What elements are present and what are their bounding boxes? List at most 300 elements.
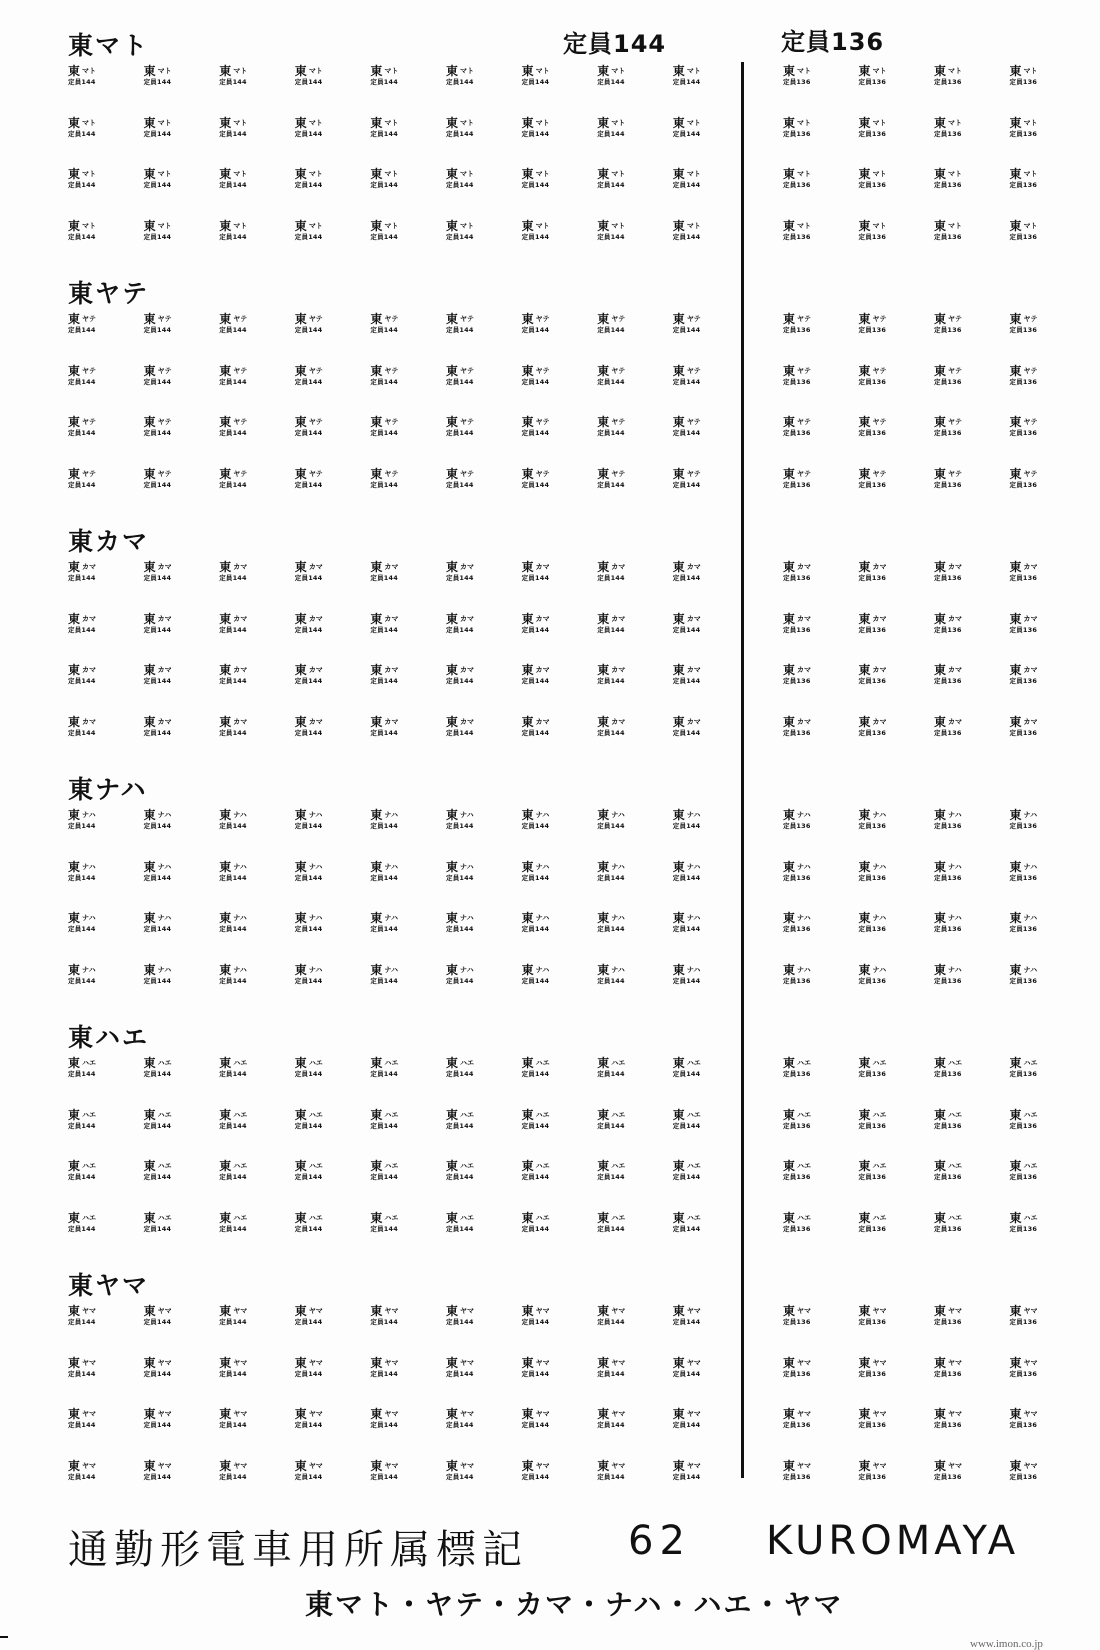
decal-capacity: 定員144 [219,377,247,386]
decal-depot-kana: マト [82,170,97,178]
decal-mark [446,415,504,439]
decal-depot-kana: マト [535,170,550,178]
decal-mark [934,64,992,88]
decal-mark [1010,116,1068,140]
decal-depot-kanji: 東 [672,167,685,181]
decal-depot-kana: ナハ [308,965,323,974]
decal-capacity: 定員144 [68,1070,96,1078]
decal-mark [859,219,917,243]
decal-capacity: 定員136 [1009,377,1038,386]
decal-mark [370,963,428,987]
decal-capacity: 定員136 [783,1369,811,1378]
decal-depot-kanji: 東 [143,466,156,481]
decal-mark [295,715,353,739]
decal-capacity: 定員136 [1009,232,1038,241]
decal-depot-kana: ハエ [233,1110,248,1119]
decal-depot-kanji: 東 [597,962,610,977]
decal-capacity: 定員136 [1009,873,1038,882]
decal-depot-kanji: 東 [672,560,685,574]
decal-depot-kana: カマ [797,717,812,726]
decal-capacity: 定員144 [521,377,550,386]
decal-depot-kanji: 東 [1009,962,1022,977]
decal-depot-kana: ヤテ [157,469,172,478]
decal-capacity: 定員144 [294,822,323,830]
decal-depot-kanji: 東 [672,1355,685,1370]
decal-mark [68,1056,126,1080]
decal-depot-kanji: 東 [521,611,534,626]
decal-depot-kanji: 東 [672,1407,685,1421]
decal-depot-kanji: 東 [294,167,307,181]
decal-depot-kana: マト [611,118,626,127]
decal-mark [446,560,504,584]
decal-depot-kana: ヤテ [308,315,323,323]
decal-mark [1010,1304,1068,1328]
decal-depot-kanji: 東 [858,911,871,925]
group-title: 東カマ [68,527,150,556]
decal-capacity: 定員144 [521,1421,550,1429]
decal-capacity: 定員144 [294,1070,323,1078]
decal-depot-kana: ヤマ [535,1307,550,1315]
decal-mark [68,116,126,140]
decal-capacity: 定員144 [597,677,625,685]
decal-depot-kanji: 東 [294,466,307,481]
decal-depot-kana: ハエ [872,1213,887,1222]
decal-mark [859,167,917,191]
decal-capacity: 定員144 [672,232,701,241]
decal-mark [522,612,580,636]
decal-depot-kanji: 東 [68,1458,81,1473]
decal-depot-kanji: 東 [143,859,156,874]
decal-capacity: 定員144 [672,1173,701,1181]
decal-mark [522,663,580,687]
decal-depot-kana: ハエ [384,1213,399,1222]
decal-depot-kana: マト [686,170,701,178]
decal-mark [370,312,428,336]
decal-mark [68,963,126,987]
decal-mark [783,1159,841,1183]
decal-mark [934,1159,992,1183]
decal-mark [1010,663,1068,687]
decal-depot-kana: ハエ [308,1162,323,1170]
decal-depot-kanji: 東 [219,808,232,822]
decal-depot-kana: ヤマ [1023,1358,1038,1367]
decal-depot-kanji: 東 [68,167,81,181]
decal-mark [783,663,841,687]
decal-capacity: 定員144 [68,574,96,582]
decal-depot-kanji: 東 [934,167,947,181]
decal-capacity: 定員144 [672,1318,701,1326]
decal-capacity: 定員144 [446,232,474,241]
decal-depot-kana: ヤマ [611,1307,626,1315]
decal-mark [1010,911,1068,935]
decal-capacity: 定員144 [521,728,550,737]
decal-depot-kanji: 東 [1009,167,1022,181]
decal-mark [673,219,731,243]
decal-depot-kanji: 東 [783,560,796,574]
decal-depot-kanji: 東 [597,1458,610,1473]
decal-depot-kanji: 東 [858,415,871,429]
decal-depot-kanji: 東 [858,363,871,378]
decal-depot-kanji: 東 [1009,1458,1022,1473]
decal-capacity: 定員144 [672,1121,701,1130]
decal-capacity: 定員136 [783,728,811,737]
decal-depot-kanji: 東 [370,466,383,481]
decal-mark [144,467,202,491]
decal-capacity: 定員144 [446,976,474,985]
decal-depot-kanji: 東 [68,1355,81,1370]
decal-capacity: 定員144 [219,129,247,138]
decal-depot-kanji: 東 [143,611,156,626]
decal-depot-kanji: 東 [68,1159,81,1173]
decal-mark [68,64,126,88]
decal-mark [783,64,841,88]
decal-depot-kanji: 東 [1009,312,1022,326]
decal-depot-kanji: 東 [446,466,459,481]
decal-mark [597,612,655,636]
decal-capacity: 定員136 [783,822,811,830]
decal-depot-kana: マト [157,118,172,127]
decal-depot-kana: ヤテ [611,469,626,478]
decal-mark [859,1356,917,1380]
decal-depot-kanji: 東 [219,115,232,130]
decal-capacity: 定員144 [370,78,398,86]
decal-depot-kanji: 東 [446,415,459,429]
decal-mark [597,219,655,243]
decal-capacity: 定員136 [934,1369,962,1378]
decal-mark [597,860,655,884]
decal-depot-kanji: 東 [521,1407,534,1421]
group-title: 東ハエ [68,1023,150,1052]
decal-depot-kana: ナハ [233,965,247,974]
decal-capacity: 定員144 [672,1224,701,1233]
decal-depot-kana: ヤマ [686,1307,701,1315]
decal-mark [934,860,992,884]
decal-capacity: 定員136 [1009,181,1038,189]
decal-depot-kanji: 東 [783,1056,796,1070]
decal-depot-kanji: 東 [934,64,947,78]
decal-mark [68,715,126,739]
decal-capacity: 定員136 [783,873,811,882]
decal-depot-kanji: 東 [370,363,383,378]
decal-depot-kanji: 東 [446,663,459,677]
decal-capacity: 定員144 [143,873,172,882]
decal-depot-kanji: 東 [143,115,156,130]
decal-capacity: 定員144 [672,677,701,685]
decal-mark [859,663,917,687]
decal-capacity: 定員144 [521,232,550,241]
decal-depot-kanji: 東 [219,1458,232,1473]
decal-depot-kanji: 東 [521,911,534,925]
decal-capacity: 定員144 [294,232,323,241]
decal-depot-kana: ハエ [308,1059,323,1067]
decal-capacity: 定員144 [294,429,323,437]
decal-mark [673,1356,731,1380]
decal-depot-kana: ヤマ [611,1461,626,1470]
decal-depot-kanji: 東 [672,115,685,130]
decal-depot-kana: ハエ [157,1162,172,1170]
decal-depot-kanji: 東 [521,1355,534,1370]
decal-depot-kanji: 東 [68,312,81,326]
decal-mark [295,860,353,884]
decal-depot-kanji: 東 [597,1355,610,1370]
decal-capacity: 定員144 [597,377,625,386]
decal-depot-kanji: 東 [934,312,947,326]
decal-mark [597,808,655,832]
decal-capacity: 定員144 [143,677,172,685]
decal-depot-kana: ナハ [872,965,887,974]
decal-capacity: 定員144 [370,1173,398,1181]
decal-capacity: 定員144 [143,429,172,437]
decal-depot-kana: カマ [384,717,399,726]
sheet-number: 62 [628,1518,691,1564]
decal-mark [370,911,428,935]
decal-capacity: 定員144 [446,429,474,437]
decal-mark [934,364,992,388]
decal-depot-kanji: 東 [219,714,232,729]
decal-mark [597,364,655,388]
decal-mark [673,1407,731,1431]
decal-depot-kana: マト [686,118,701,127]
decal-capacity: 定員144 [143,1369,172,1378]
decal-depot-kana: ハエ [460,1110,475,1119]
decal-capacity: 定員144 [219,1369,247,1378]
decal-depot-kanji: 東 [934,962,947,977]
decal-depot-kana: ナハ [872,914,887,922]
decal-mark [783,1356,841,1380]
decal-depot-kana: ヤテ [948,366,963,375]
decal-depot-kanji: 東 [783,1355,796,1370]
decal-mark [934,612,992,636]
group-title: 東ヤテ [68,279,150,308]
decal-depot-kanji: 東 [68,64,81,78]
decal-capacity: 定員144 [370,1318,398,1326]
decal-capacity: 定員144 [219,873,247,882]
decal-mark [783,860,841,884]
decal-depot-kanji: 東 [858,1056,871,1070]
decal-capacity: 定員144 [446,1173,474,1181]
decal-capacity: 定員136 [934,1070,962,1078]
decal-capacity: 定員144 [370,1421,398,1429]
decal-depot-kanji: 東 [597,312,610,326]
decal-depot-kana: ヤテ [535,469,550,478]
decal-mark [859,364,917,388]
decal-depot-kana: ナハ [233,862,247,871]
decal-capacity: 定員144 [370,1369,398,1378]
decal-mark [934,1356,992,1380]
decal-mark [144,116,202,140]
decal-mark [597,64,655,88]
decal-mark [144,219,202,243]
decal-depot-kana: カマ [948,717,963,726]
decal-capacity: 定員144 [672,822,701,830]
decal-depot-kanji: 東 [446,218,459,233]
decal-depot-kana: ヤマ [872,1307,887,1315]
decal-depot-kana: マト [233,221,248,230]
decal-depot-kanji: 東 [1009,1407,1022,1421]
decal-capacity: 定員144 [521,181,550,189]
decal-depot-kana: マト [797,118,812,127]
decal-capacity: 定員136 [934,326,962,334]
decal-depot-kana: ナハ [384,862,398,871]
decal-mark [597,1108,655,1132]
decal-mark [68,560,126,584]
decal-capacity: 定員144 [68,1121,96,1130]
decal-depot-kana: ナハ [535,914,550,922]
decal-depot-kanji: 東 [1009,466,1022,481]
decal-mark [144,715,202,739]
decal-depot-kana: ヤマ [82,1307,97,1315]
decal-depot-kana: ヤマ [233,1307,248,1315]
decal-mark [783,1459,841,1483]
decal-depot-kana: ナハ [308,862,323,871]
decal-depot-kanji: 東 [68,1210,81,1225]
decal-mark [370,467,428,491]
decal-capacity: 定員136 [858,976,887,985]
decal-depot-kanji: 東 [858,663,871,677]
decal-capacity: 定員136 [934,377,962,386]
decal-depot-kanji: 東 [672,1458,685,1473]
decal-depot-kanji: 東 [783,911,796,925]
decal-capacity: 定員144 [597,1472,625,1481]
decal-depot-kanji: 東 [521,218,534,233]
decal-depot-kana: ヤテ [460,366,475,375]
decal-mark [219,1211,277,1235]
decal-mark [522,1304,580,1328]
decal-depot-kana: ヤマ [872,1358,887,1367]
decal-depot-kanji: 東 [446,1159,459,1173]
decal-depot-kanji: 東 [143,1159,156,1173]
decal-depot-kanji: 東 [858,1407,871,1421]
decal-depot-kana: ヤテ [308,469,323,478]
decal-depot-kana: ナハ [948,965,962,974]
decal-capacity: 定員144 [521,1224,550,1233]
decal-depot-kanji: 東 [858,1210,871,1225]
decal-capacity: 定員144 [294,1173,323,1181]
decal-depot-kanji: 東 [143,911,156,925]
decal-depot-kanji: 東 [521,714,534,729]
decal-depot-kana: マト [797,67,812,75]
decal-depot-kana: ハエ [308,1213,323,1222]
decal-depot-kana: ヤマ [384,1461,399,1470]
decal-depot-kana: ヤマ [308,1461,323,1470]
decal-depot-kana: ヤテ [82,469,97,478]
decal-depot-kanji: 東 [370,962,383,977]
decal-capacity: 定員136 [934,728,962,737]
decal-capacity: 定員144 [597,1224,625,1233]
decal-depot-kanji: 東 [143,1407,156,1421]
decal-mark [673,312,731,336]
decal-capacity: 定員136 [858,873,887,882]
decal-depot-kanji: 東 [219,415,232,429]
decal-depot-kana: ヤマ [157,1410,172,1418]
group-title: 東ヤマ [68,1271,150,1300]
decal-capacity: 定員136 [783,1070,811,1078]
decal-depot-kana: ヤテ [948,315,963,323]
decal-depot-kana: ヤマ [233,1461,248,1470]
decal-depot-kanji: 東 [521,1107,534,1122]
decal-capacity: 定員144 [219,677,247,685]
decal-depot-kanji: 東 [934,115,947,130]
decal-depot-kana: ハエ [535,1213,550,1222]
decal-depot-kana: ハエ [948,1213,963,1222]
decal-capacity: 定員144 [446,925,474,933]
decal-depot-kanji: 東 [294,663,307,677]
decal-mark [144,860,202,884]
decal-depot-kanji: 東 [934,1304,947,1318]
decal-depot-kana: ヤテ [686,469,701,478]
decal-mark [1010,1108,1068,1132]
decal-depot-kanji: 東 [783,466,796,481]
decal-mark [522,1407,580,1431]
decal-mark [295,1056,353,1080]
decal-depot-kanji: 東 [1009,859,1022,874]
decal-mark [370,808,428,832]
decal-depot-kana: ヤマ [460,1410,475,1418]
decal-depot-kanji: 東 [1009,363,1022,378]
decal-depot-kanji: 東 [446,560,459,574]
decal-capacity: 定員136 [858,1472,887,1481]
decal-depot-kanji: 東 [521,859,534,874]
decal-depot-kana: ヤテ [686,366,701,375]
decal-depot-kanji: 東 [143,1458,156,1473]
decal-mark [859,312,917,336]
decal-depot-kanji: 東 [219,859,232,874]
decal-depot-kanji: 東 [143,808,156,822]
decal-depot-kana: ヤテ [1023,366,1038,375]
decal-capacity: 定員144 [521,1070,550,1078]
decal-mark [597,1459,655,1483]
decal-mark [522,64,580,88]
decal-depot-kana: カマ [308,717,323,726]
decal-capacity: 定員136 [934,873,962,882]
decal-depot-kana: ヤマ [872,1410,887,1418]
decal-depot-kana: カマ [308,666,323,674]
decal-mark [219,860,277,884]
decal-capacity: 定員144 [370,822,398,830]
decal-depot-kana: ヤマ [535,1358,550,1367]
decal-mark [68,467,126,491]
decal-depot-kanji: 東 [294,1210,307,1225]
decal-capacity: 定員144 [521,625,550,634]
decal-depot-kana: ハエ [233,1162,248,1170]
group-title: 東マト [68,31,150,60]
decal-capacity: 定員144 [68,480,96,489]
decal-depot-kana: ヤマ [82,1410,97,1418]
decal-mark [295,1407,353,1431]
decal-capacity: 定員144 [370,326,398,334]
decal-capacity: 定員144 [219,1121,247,1130]
decal-mark [673,1459,731,1483]
decal-capacity: 定員144 [446,377,474,386]
decal-depot-kanji: 東 [521,1458,534,1473]
decal-depot-kana: ヤテ [157,418,172,426]
decal-depot-kanji: 東 [68,466,81,481]
decal-depot-kana: ナハ [460,862,474,871]
decal-depot-kana: マト [797,170,812,178]
decal-depot-kanji: 東 [446,1304,459,1318]
decal-capacity: 定員144 [68,677,96,685]
decal-depot-kanji: 東 [370,663,383,677]
decal-mark [1010,1459,1068,1483]
decal-depot-kana: ナハ [82,811,96,819]
decal-depot-kana: ヤマ [686,1358,701,1367]
decal-mark [1010,560,1068,584]
decal-mark [522,1159,580,1183]
decal-depot-kanji: 東 [143,167,156,181]
decal-depot-kanji: 東 [783,962,796,977]
decal-depot-kana: ハエ [384,1059,399,1067]
decal-mark [859,963,917,987]
